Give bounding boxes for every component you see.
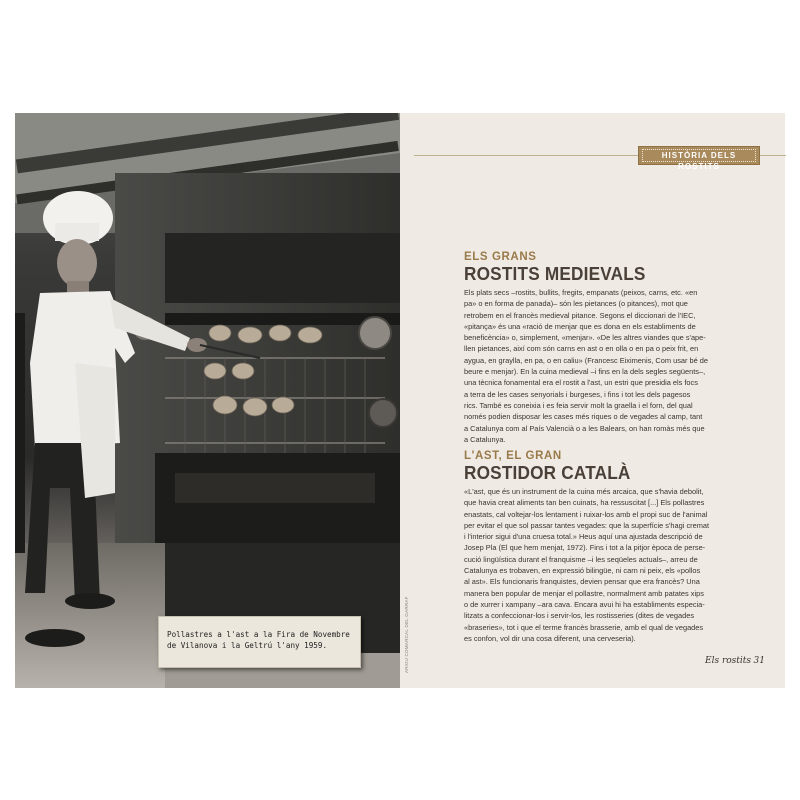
body-line: llen pietances, així com són carns en ast o en olla o en pa o peix frit, en bbox=[464, 344, 699, 354]
page-folio bbox=[705, 655, 765, 666]
body-line: beure e menjar). En la cuina medieval –i fins en la dels segles següents–, bbox=[464, 367, 706, 377]
body-line: i l'interior sigui d'una cruesa total.» Heus aquí una ajustada descripció de bbox=[464, 532, 703, 542]
body-line: Josep Pla (El que hem menjat, 1972). Fins i tot a la pitjor època de perse- bbox=[464, 543, 706, 553]
section-tab bbox=[638, 146, 760, 171]
body-line: a terra de les cases senyorials i burgeses, i fins i tot les dels pagesos bbox=[464, 389, 691, 399]
text-page bbox=[400, 113, 785, 688]
body-line: que havia creat aliments tan ben cuinats, ha ressuscitat [...] Els pollastres bbox=[464, 498, 705, 508]
running-title: Els rostits bbox=[705, 656, 752, 666]
body-line: retrobem en el francès medieval pitance. Segons el diccionari de l'IEC, bbox=[464, 310, 696, 320]
body-line: una tècnica fonamental era el rostit a l'ast, un estri que presidia els focs bbox=[464, 378, 698, 388]
section-1-body bbox=[464, 287, 764, 445]
section-1-title: ROSTITS MEDIEVALS bbox=[464, 263, 646, 284]
body-line: beneficència» o, simplement, «menjar». «De les altres viandes que s'ape- bbox=[464, 333, 706, 343]
body-line: només podien disposar les cases més riques o de vegades al camp, tant bbox=[464, 412, 703, 422]
body-line: cució lingüística durant el franquisme –i les seqüeles actuals–, arreu de bbox=[464, 554, 698, 564]
chef-roasting-chickens-illustration bbox=[15, 113, 400, 688]
body-line: «pitança» és una «ració de menjar que es dona en els establiments de bbox=[464, 321, 696, 331]
book-spread bbox=[15, 113, 785, 688]
photo-caption-card bbox=[158, 616, 361, 668]
body-line: enastats, cal voltejar-los lentament i ruixar-los amb el propi suc de l'animal bbox=[464, 509, 708, 519]
body-line: al ast». Els funcionaris franquistes, devien pensar que era francès? Una bbox=[464, 577, 700, 587]
page-number: 31 bbox=[753, 656, 765, 666]
body-line: rics. També es coneixia i es feia servir molt la graella i el forn, del qual bbox=[464, 400, 693, 410]
archival-photo bbox=[15, 113, 400, 688]
body-line: «L'ast, que és un instrument de la cuina més arcaica, que s'havia debolit, bbox=[464, 487, 704, 496]
body-line: Catalunya es trobaven, en expressió bilingüe, ni carn ni peix, els «pollos bbox=[464, 566, 701, 576]
section-2-kicker: L'AST, EL GRAN bbox=[464, 450, 562, 462]
body-line: per evitar el que sol passar tantes vegades: que la superfície s'hagi cremat bbox=[464, 520, 710, 530]
body-line: o de xurrer i xampany –ara cava. Encara avui hi ha establiments especia- bbox=[464, 599, 705, 609]
section-tab-label: HISTÒRIA DELS ROSTITS bbox=[642, 149, 756, 162]
body-line: aygua, en graylla, en pa, o en caliu» (Francesc Eiximenis, Com usar bé de bbox=[464, 355, 709, 365]
photo-caption-line-1: Pollastres a l'ast a la Fira de Novembre bbox=[167, 630, 350, 639]
body-line: es confon, vol dir una cosa diferent, una cerveseria). bbox=[464, 633, 636, 643]
body-line: manera ben popular de menjar el pollastre, normalment amb patates xips bbox=[464, 588, 704, 598]
section-2-body bbox=[464, 486, 764, 644]
body-line: «braseries», tot i que el terme francès brasserie, amb el qual de vegades bbox=[464, 622, 704, 632]
body-line: a Catalunya com al País Valencià o a les Balears, on han romàs més que bbox=[464, 423, 705, 433]
body-line: pa» o en forma de panada)– són les pietances (o pitances), mot que bbox=[464, 299, 688, 309]
photo-credit: ARXIU COMARCAL DEL GARRAF bbox=[404, 596, 409, 673]
photo-caption-line-2: de Vilanova i la Geltrú l'any 1959. bbox=[167, 641, 328, 650]
body-line: a Catalunya. bbox=[464, 434, 506, 444]
body-line: Els plats secs –rostits, bullits, fregits, empanats (peixos, carns, etc. «en bbox=[464, 288, 698, 297]
section-1-kicker: ELS GRANS bbox=[464, 251, 537, 263]
section-2-title: ROSTIDOR CATALÀ bbox=[464, 462, 631, 483]
body-line: litzats a confeccionar-los i servir-los, les rostisseries (dites de vegades bbox=[464, 611, 695, 621]
